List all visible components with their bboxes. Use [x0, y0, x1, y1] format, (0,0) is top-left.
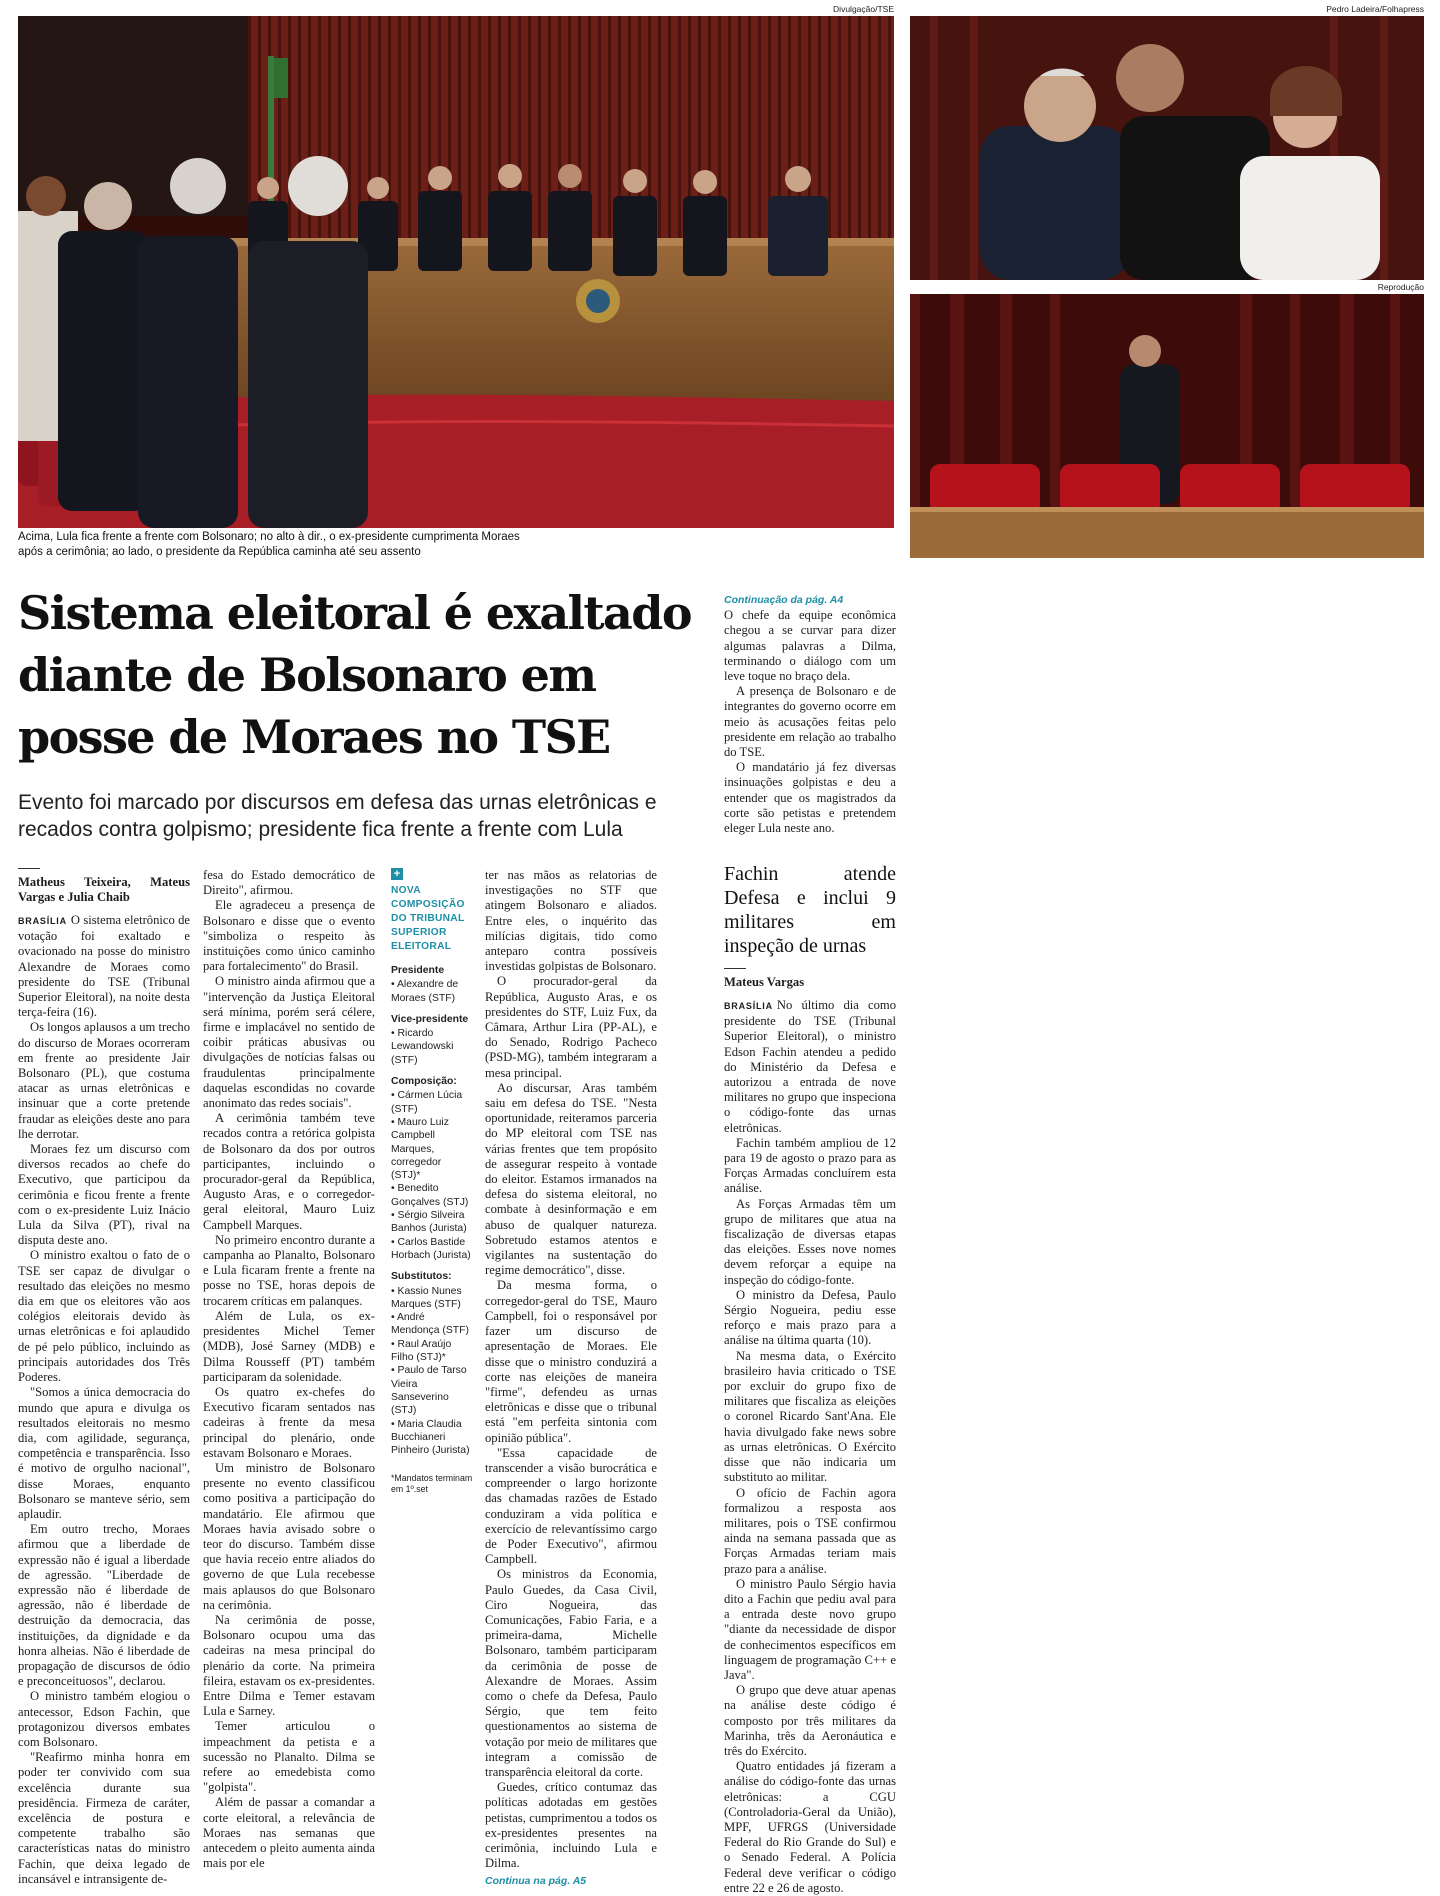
- continued-to-link[interactable]: Continua na pág. A5: [485, 1875, 587, 1888]
- paragraph: Os quatro ex-chefes do Executivo ficaram sentados nas cadeiras à frente da mesa principal do plenário, onde estavam Bolsonaro e Moraes.: [203, 1384, 375, 1460]
- paragraph: O ministro da Defesa, Paulo Sérgio Nogueira, pediu esse reforço e mais prazo para a análise na última quarta (10).: [724, 1287, 896, 1348]
- photo-credit-top-right: Pedro Ladeira/Folhapress: [1326, 4, 1424, 14]
- box-list-item: • Benedito Gonçalves (STJ): [391, 1183, 469, 1208]
- paragraph: As Forças Armadas têm um grupo de militares que atua na fiscalização de diversas etapas das eleições. Esses nove nomes devem reforçar a equipe na inspeção do código-fonte.: [724, 1196, 896, 1287]
- paragraph: Guedes, crítico contumaz das políticas adotadas em gestões petistas, cumprimentou a todos os ex-presidentes presentes na cerimônia, incluindo Lula e Dilma.: [485, 1780, 657, 1871]
- paragraph: O ministro exaltou o fato de o TSE ser capaz de divulgar o resultado das eleições no mesmo dia em que os eleitores vão aos colégios eleitorais devido às urnas eletrônicas e foi aplaudido de pé pelo público, incluindo as principais autoridades dos Três Poderes.: [18, 1248, 190, 1385]
- paragraph: No último dia como presidente do TSE (Tribunal Superior Eleitoral), o ministro Edson Fachin atendeu a pedido do Ministério da Defesa e autorizou a entrada de nove militares no grupo que inspeciona o código-fonte das urnas eletrônicas.: [724, 998, 896, 1135]
- photo-president-walking: [910, 294, 1424, 558]
- paragraph: O ministro Paulo Sérgio havia dito a Fachin que pediu aval para a entrada deste novo grupo "diante da necessidade de dispor de conhecimentos específicos em linguagem de programação C++ e Java".: [724, 1576, 896, 1682]
- article-column-1: [18, 868, 190, 1887]
- byline: Matheus Teixeira, Mateus Vargas e Julia Chaib: [18, 875, 190, 904]
- paragraph: "Essa capacidade de transcender a visão burocrática e compreender o largo horizonte das chamadas razões de Estado conduziram a vida política e exercício de relevantíssimo cargo de Poder Executivo", afirmou Campbell.: [485, 1445, 657, 1567]
- continuation-column: [724, 592, 896, 836]
- paragraph: ter nas mãos as relatorias de investigações no STF que atingem Bolsonaro e aliados. Entre eles, o inquérito das milícias digitais, tido como anteparo contra possíveis investidas golpistas de Bolsonaro.: [485, 868, 657, 974]
- box-list-item: • Sérgio Silveira Banhos (Jurista): [391, 1210, 467, 1235]
- box-section-heading: Composição:: [391, 1076, 457, 1088]
- paragraph: O chefe da equipe econômica chegou a se curvar para dizer algumas palavras a Dilma, terminando o diálogo com um leve toque no braço dela.: [724, 608, 896, 684]
- dateline: BRASÍLIA: [18, 916, 67, 926]
- article-column-3: [485, 868, 657, 1890]
- paragraph: "Reafirmo minha honra em poder ter convivido com sua excelência durante sua presidência. Firmeza de caráter, excelência de postura e competente trabalho são características natas do ministro Fachin, que deixa legado de incansável e intransigente de-: [18, 1750, 190, 1886]
- box-list-item: • Kassio Nunes Marques (STF): [391, 1285, 462, 1310]
- box-title: NOVA COMPOSIÇÃO DO TRIBUNAL SUPERIOR ELEITORAL: [391, 885, 465, 952]
- paragraph: Quatro entidades já fizeram a análise do código-fonte das urnas eletrônicas: a CGU (Controladoria-Geral da União), MPF, UFRGS (Universidade Federal do Rio Grande do Sul) e o Senado Federal. A Polícia Federal deve verificar o código entre 22 e 26 de agosto.: [724, 1759, 896, 1895]
- paragraph: O sistema eletrônico de votação foi exaltado e ovacionado na posse do ministro Alexandre de Moraes como presidente do TSE (Tribunal Superior Eleitoral), na noite desta terça-feira (16).: [18, 913, 190, 1020]
- box-list-item: • Mauro Luiz Campbell Marques, corregedor (STJ)*: [391, 1116, 449, 1182]
- side-story-byline: Mateus Vargas: [724, 975, 805, 989]
- box-list-item: • Raul Araújo Filho (STJ)*: [391, 1338, 452, 1364]
- paragraph: O ministro também elogiou o antecessor, Edson Fachin, que protagonizou diversos embates com Bolsonaro.: [18, 1689, 190, 1749]
- paragraph: A presença de Bolsonaro e de integrantes do governo ocorre em meio às acusações feitas pelo presidente em relação ao trabalho do TSE.: [724, 684, 896, 760]
- box-list-item: • André Mendonça (STF): [391, 1312, 469, 1337]
- paragraph: Na mesma data, o Exército brasileiro havia criticado o TSE por excluir do grupo fixo de militares que fiscaliza as eleições o coronel Ricardo Sant'Ana. Ele havia divulgado fake news sobre as urnas eletrônicas. O Exército disse que não indicaria um substituto ao militar.: [724, 1348, 896, 1485]
- paragraph: Na cerimônia de posse, Bolsonaro ocupou uma das cadeiras na mesa principal do plenário da corte. Na primeira fileira, estavam os ex-presidentes. Entre Dilma e Temer estavam Lula e Sarney.: [203, 1612, 375, 1719]
- box-list-item: • Carlos Bastide Horbach (Jurista): [391, 1236, 471, 1261]
- box-list-item: • Ricardo Lewandowski (STF): [391, 1028, 454, 1066]
- box-list-item: • Alexandre de Moraes (STF): [391, 979, 459, 1004]
- box-section-heading: Substitutos:: [391, 1271, 452, 1283]
- deck: Evento foi marcado por discursos em defesa das urnas eletrônicas e recados contra golpismo; presidente fica frente a frente com Lula: [18, 791, 657, 841]
- paragraph: O procurador-geral da República, Augusto Aras, e os presidentes do STF, Luiz Fux, da Câmara, Arthur Lira (PP-AL), e do Senado, Rodrigo Pacheco (PSD-MG), também integraram a mesa principal.: [485, 974, 657, 1080]
- byline-rule: [18, 868, 40, 869]
- paragraph: Além de Lula, os ex-presidentes Michel Temer (MDB), José Sarney (MDB) e Dilma Rousseff (PT) também participaram da solenidade.: [203, 1308, 375, 1384]
- paragraph: Moraes fez um discurso com diversos recados ao chefe do Executivo, que participou da cerimônia e ficou frente a frente com o ex-presidente Luiz Inácio Lula da Silva (PT), rival na disputa deste ano.: [18, 1142, 190, 1248]
- paragraph: "Somos a única democracia do mundo que apura e divulga os resultados eleitorais no mesmo dia, com agilidade, segurança, competência e transparência. Isso é motivo de orgulho nacional", disse Moraes, enquanto Bolsonaro se manteve sério, sem aplaudir.: [18, 1385, 190, 1521]
- paragraph: Em outro trecho, Moraes afirmou que a liberdade de expressão não é igual a liberdade de agressão. "Liberdade de expressão não é liberdade de agressão, não é liberdade de destruição da democracia, das instituições, da dignidade e da honra alheias. Não é liberdade de propagação de discursos de ódio e preconceituosos", declarou.: [18, 1522, 190, 1689]
- headline: Sistema eleitoral é exaltado diante de Bolsonaro em posse de Moraes no TSE: [18, 586, 691, 764]
- paragraph: Temer articulou o impeachment da petista e a sucessão no Planalto. Dilma se refere ao emedebista como "golpista".: [203, 1719, 375, 1795]
- paragraph: O grupo que deve atuar apenas na análise deste código é composto por três militares da Marinha, três da Aeronáutica e três do Exército.: [724, 1683, 896, 1758]
- paragraph: Ao discursar, Aras também saiu em defesa do TSE. "Nesta oportunidade, reiteramos parceria do MP eleitoral com TSE nas várias frentes que tem propósito de assegurar respeito à vontade do eleitor. Estamos irmanados na defesa do sistema eleitoral, no combate à desinformação e em abuso de qualquer natureza. Sobretudo estamos atentos e vigilantes na sustentação do regime democrático", disse.: [485, 1080, 657, 1278]
- greeting-scene-illustration: [910, 16, 1424, 280]
- box-list-item: • Maria Claudia Bucchianeri Pinheiro (Jurista): [391, 1418, 470, 1457]
- photo-caption: Acima, Lula fica frente a frente com Bolsonaro; no alto à dir., o ex-presidente cumprimenta Moraes após a cerimônia; ao lado, o presidente da República caminha até seu assento: [18, 531, 520, 558]
- paragraph: A cerimônia também teve recados contra a retórica golpista de Bolsonaro da dos por outros participantes, incluindo o procurador-geral da República, Augusto Aras, e o corregedor-geral eleitoral, Mauro Luiz Campbell Marques.: [203, 1111, 375, 1232]
- paragraph: Fachin também ampliou de 12 para 19 de agosto o prazo para as Forças Armadas concluírem esta análise.: [724, 1135, 896, 1196]
- paragraph: Os ministros da Economia, Paulo Guedes, da Casa Civil, Ciro Nogueira, das Comunicações, Fabio Faria, e a primeira-dama, Michelle Bolsonaro, também participaram da cerimônia de posse de Alexandre de Moraes. Assim como o chefe da Defesa, Paulo Sérgio, que tem feito questionamentos ao sistema de votação por meio de militares que integram a comissão de transparência eleitoral da corte.: [485, 1567, 657, 1779]
- plus-icon: +: [391, 868, 403, 880]
- paragraph: O ofício de Fachin agora formalizou a resposta aos militares, pois o TSE confirmou ainda na semana passada que as Forças Armadas teriam mais prazo para a análise.: [724, 1485, 896, 1576]
- continued-from-link[interactable]: Continuação da pág. A4: [724, 594, 844, 606]
- lead-paragraph: [724, 998, 896, 1136]
- photo-greeting: [910, 16, 1424, 280]
- tse-composition-box: [391, 868, 473, 1495]
- article-column-2: [203, 868, 375, 1871]
- photo-credit-main: Divulgação/TSE: [833, 4, 894, 14]
- walking-scene-illustration: [910, 294, 1424, 558]
- box-section-heading: Presidente: [391, 965, 445, 976]
- paragraph: O mandatário já fez diversas insinuações golpistas e deu a entender que os magistrados da corte são petistas e pretendem eleger Lula neste ano.: [724, 760, 896, 836]
- plenary-scene-illustration: [18, 16, 894, 528]
- side-story-column: [724, 862, 896, 1896]
- photo-credit-bottom-right: Reprodução: [1377, 282, 1424, 292]
- main-photo-tse-plenary: [18, 16, 894, 528]
- paragraph: No primeiro encontro durante a campanha ao Planalto, Bolsonaro e Lula ficaram frente a frente na posse no TSE, horas depois de trocarem críticas em palanques.: [203, 1232, 375, 1308]
- box-footnote: *Mandatos terminam em 1º.set: [391, 1473, 473, 1495]
- paragraph: Da mesma forma, o corregedor-geral do TSE, Mauro Campbell, foi o responsável por fazer um discurso de apresentação de Moraes. Ele disse que o ministro conduzirá a corte nas eleições de maneira "firme", defendeu as urnas eletrônicas e disse que o tribunal está "em perfeita sintonia com opinião pública".: [485, 1278, 657, 1445]
- dateline: BRASÍLIA: [724, 1001, 773, 1011]
- side-story-headline: Fachin atende Defesa e inclui 9 militares em inspeção de urnas: [724, 863, 896, 957]
- box-section-heading: Vice-presidente: [391, 1013, 469, 1025]
- box-list-item: • Cármen Lúcia (STF): [391, 1090, 463, 1115]
- paragraph: O ministro ainda afirmou que a "intervenção da Justiça Eleitoral será mínima, porém será célere, firme e implacável no sentido de coibir práticas abusivas ou divulgações de notícias falsas ou fraudulentas principalmente daquelas escondidas no covarde anonimato das redes sociais".: [203, 974, 375, 1111]
- paragraph: Ele agradeceu a presença de Bolsonaro e disse que o evento "simboliza o respeito às instituições como único caminho para fortalecimento" do Brasil.: [203, 898, 375, 974]
- paragraph: fesa do Estado democrático de Direito", afirmou.: [203, 868, 375, 898]
- box-list-item: • Paulo de Tarso Vieira Sanseverino (STJ): [391, 1365, 467, 1417]
- paragraph: Um ministro de Bolsonaro presente no evento classificou como positiva a participação do mandatário. Ele afirmou que Moraes havia avisado sobre o teor do discurso. Também disse que havia receio entre aliados do governo de que Lula recebesse mais aplausos do que Bolsonaro na cerimônia.: [203, 1460, 375, 1612]
- lead-paragraph: [18, 913, 190, 1020]
- paragraph: Além de passar a comandar a corte eleitoral, a relevância de Moraes nas semanas que antecedem o pleito aumenta ainda mais por ele: [203, 1795, 375, 1871]
- byline-rule: [724, 968, 746, 969]
- paragraph: Os longos aplausos a um trecho do discurso de Moraes ocorreram em frente ao presidente Jair Bolsonaro (PL), que costuma atacar as urnas eletrônicas e insinuar que a corte pretende fraudar as eleições deste ano para lhe derrotar.: [18, 1020, 190, 1141]
